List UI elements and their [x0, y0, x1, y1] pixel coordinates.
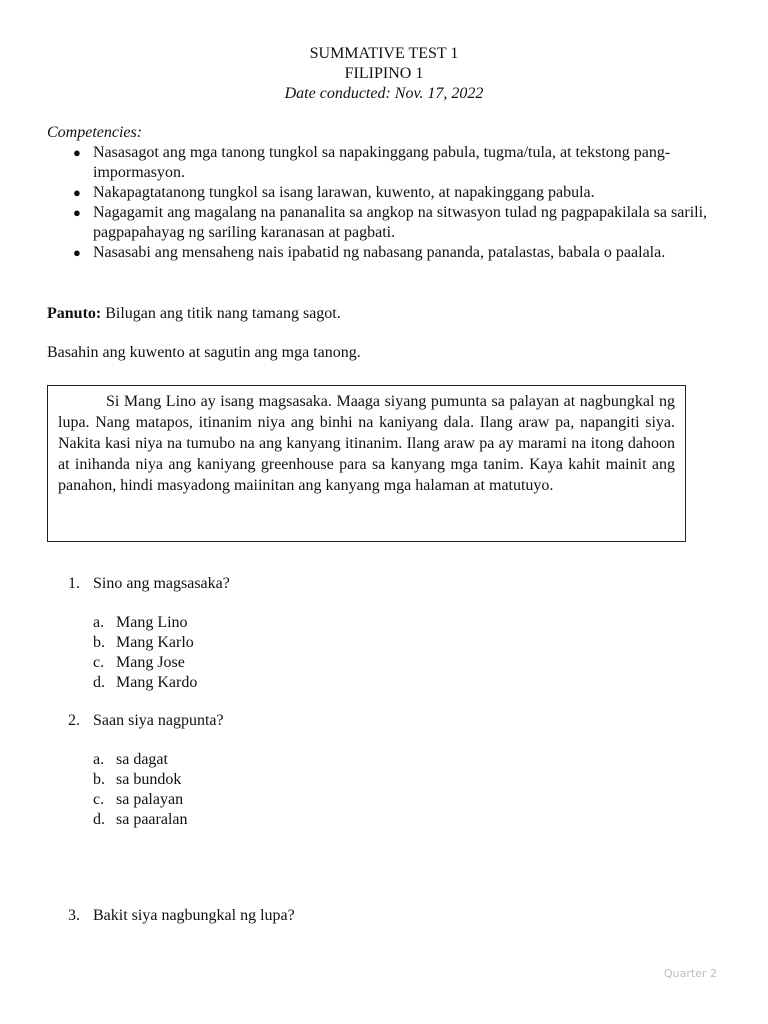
choice-item[interactable]	[93, 810, 188, 830]
question-1-choices	[93, 613, 197, 693]
date-conducted: Date conducted: Nov. 17, 2022	[284, 85, 484, 102]
choice-letter: d.	[93, 674, 105, 691]
instructions	[47, 304, 341, 324]
choice-text: Mang Karlo	[116, 634, 194, 651]
choice-item[interactable]	[93, 633, 197, 653]
choice-letter: b.	[93, 634, 105, 651]
competency-item	[47, 243, 737, 263]
question-number: 2.	[68, 712, 80, 729]
choice-letter: c.	[93, 791, 105, 808]
competencies-list	[47, 143, 737, 263]
question-3	[68, 906, 708, 926]
subject-title: FILIPINO 1	[344, 65, 424, 82]
bullet-icon: ●	[73, 185, 81, 200]
choice-letter: c.	[93, 654, 105, 671]
reading-instruction: Basahin ang kuwento at sagutin ang mga tanong.	[47, 344, 361, 361]
question-text: Saan siya nagpunta?	[93, 712, 224, 729]
choice-item[interactable]	[93, 770, 188, 790]
story-text: Si Mang Lino ay isang magsasaka. Maaga siyang pumunta sa palayan at nagbungkal ng lupa. Nang matapos, itinanim niya ang binhi na kaniyang dala. Ilang araw pa, napangiti siya. Nakita kasi niya na tumubo na ang kanyang itinanim. Ilang araw pa ay marami na itong dahoon at inihanda niya ang kaniyang greenhouse para sa kanyang mga tanim. Kaya kahit mainit ang panahon, hindi masyadong maiinitan ang kanyang mga halaman at matutuyo.	[58, 393, 675, 494]
choice-letter: a.	[93, 751, 105, 768]
choice-item[interactable]	[93, 673, 197, 693]
bullet-icon: ●	[73, 145, 81, 160]
story-box	[47, 385, 686, 542]
instructions-text: Bilugan ang titik nang tamang sagot.	[105, 305, 341, 322]
choice-text: Mang Kardo	[116, 674, 198, 691]
choice-item[interactable]	[93, 750, 188, 770]
choice-text: sa palayan	[116, 791, 184, 808]
question-1	[68, 574, 708, 594]
competency-item	[47, 183, 737, 203]
choice-letter: a.	[93, 614, 105, 631]
footer-quarter: Quarter 2	[664, 967, 717, 980]
competency-text: Nakapagtatanong tungkol sa isang larawan, kuwento, at napakinggang pabula.	[93, 184, 595, 201]
competency-text: Nasasabi ang mensaheng nais ipabatid ng nabasang pananda, patalastas, babala o paalala.	[93, 244, 666, 261]
question-2	[68, 711, 708, 731]
choice-item[interactable]	[93, 613, 197, 633]
question-text: Bakit siya nagbungkal ng lupa?	[93, 907, 295, 924]
bullet-icon: ●	[73, 205, 81, 220]
choice-text: sa paaralan	[116, 811, 188, 828]
question-number: 3.	[68, 907, 80, 924]
choice-text: Mang Jose	[116, 654, 185, 671]
bullet-icon: ●	[73, 245, 81, 260]
competencies-label: Competencies:	[47, 124, 143, 141]
competency-text: Nasasagot ang mga tanong tungkol sa napakinggang pabula, tugma/tula, at tekstong pang-impormasyon.	[93, 144, 671, 181]
document-header	[0, 44, 768, 104]
competency-item	[47, 143, 737, 183]
choice-text: sa dagat	[116, 751, 168, 768]
choice-item[interactable]	[93, 790, 188, 810]
choice-letter: b.	[93, 771, 105, 788]
question-2-choices	[93, 750, 188, 830]
choice-letter: d.	[93, 811, 105, 828]
test-title: SUMMATIVE TEST 1	[309, 45, 459, 62]
competency-item	[47, 203, 737, 243]
choice-text: sa bundok	[116, 771, 182, 788]
choice-text: Mang Lino	[116, 614, 188, 631]
question-number: 1.	[68, 575, 80, 592]
choice-item[interactable]	[93, 653, 197, 673]
competency-text: Nagagamit ang magalang na pananalita sa angkop na sitwasyon tulad ng pagpapakilala sa sarili, pagpapahayag ng sariling karanasan at pagbati.	[93, 204, 708, 241]
question-text: Sino ang magsasaka?	[93, 575, 230, 592]
instructions-label: Panuto:	[47, 305, 102, 322]
